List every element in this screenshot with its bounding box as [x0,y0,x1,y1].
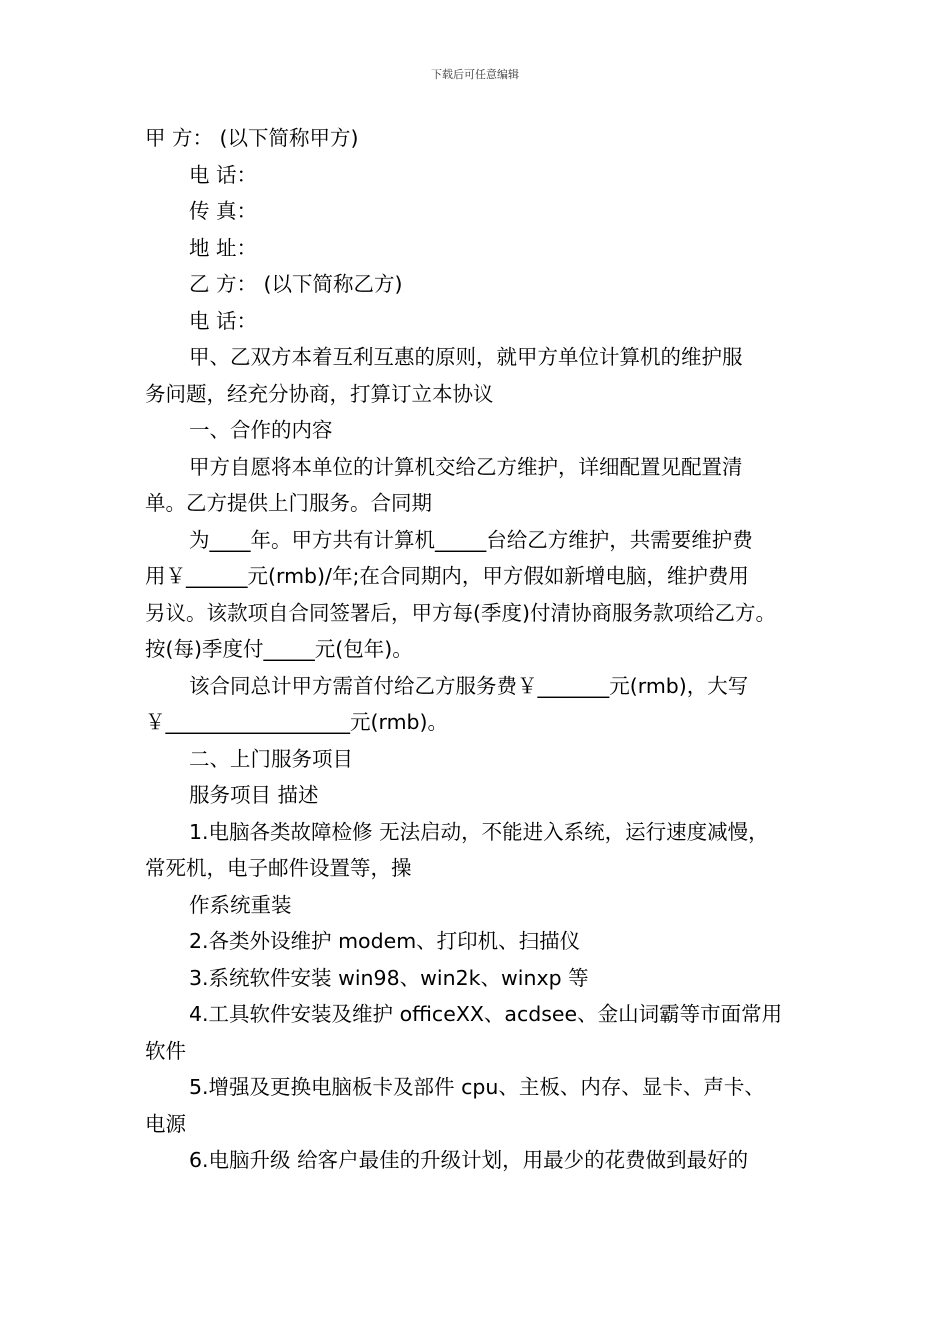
doc-line: 5.增强及更换电脑板卡及部件 cpu、主板、内存、显卡、声卡、 [189,1075,765,1099]
doc-line: 甲 方： (以下简称甲方) [145,126,359,150]
doc-line: 为____年。甲方共有计算机_____台给乙方维护，共需要维护费 [189,527,753,552]
doc-line: 乙 方： (以下简称乙方) [189,272,403,296]
doc-line: 该合同总计甲方需首付给乙方服务费￥_______元(rmb)，大写 [189,673,749,698]
doc-line: 电源 [145,1111,186,1136]
page-header: 下载后可任意编辑 [431,68,519,81]
doc-line: 另议。该款项自合同签署后，甲方每(季度)付清协商服务款项给乙方。 [145,600,776,625]
doc-line: 3.系统软件安装 win98、win2k、winxp 等 [189,965,589,990]
doc-line: 软件 [145,1038,186,1063]
doc-line: 甲方自愿将本单位的计算机交给乙方维护，详细配置见配置清 [189,454,743,479]
doc-line: 作系统重装 [189,892,292,917]
doc-line: 甲、乙双方本着互利互惠的原则，就甲方单位计算机的维护服 [189,345,743,369]
doc-line: 单。乙方提供上门服务。合同期 [145,491,432,515]
doc-line: 电 话： [189,308,258,333]
doc-line: 6.电脑升级 给客户最佳的升级计划，用最少的花费做到最好的 [189,1148,749,1172]
doc-line: 用￥______元(rmb)/年;在合同期内，甲方假如新增电脑，维护费用 [145,564,749,588]
doc-line: 2.各类外设维护 modem、打印机、扫描仪 [189,929,581,953]
doc-line: 务问题，经充分协商，打算订立本协议 [145,381,494,406]
contract-body [145,120,820,1179]
doc-line: 传 真： [189,199,258,223]
doc-line: 电 话： [189,162,258,187]
doc-line: 服务项目 描述 [189,783,319,807]
doc-line: 地 址： [189,235,258,260]
section-heading: 二、上门服务项目 [189,746,353,771]
doc-line: 1.电脑各类故障检修 无法启动，不能进入系统，运行速度减慢， [189,819,769,844]
doc-line: 常死机，电子邮件设置等，操 [145,856,412,880]
section-heading: 一、合作的内容 [189,418,333,442]
doc-line: 4.工具软件安装及维护 officeXX、acdsee、金山词霸等市面常用 [189,1002,783,1026]
doc-line: ￥__________________元(rmb)。 [145,710,449,734]
doc-line: 按(每)季度付_____元(包年)。 [145,637,413,661]
